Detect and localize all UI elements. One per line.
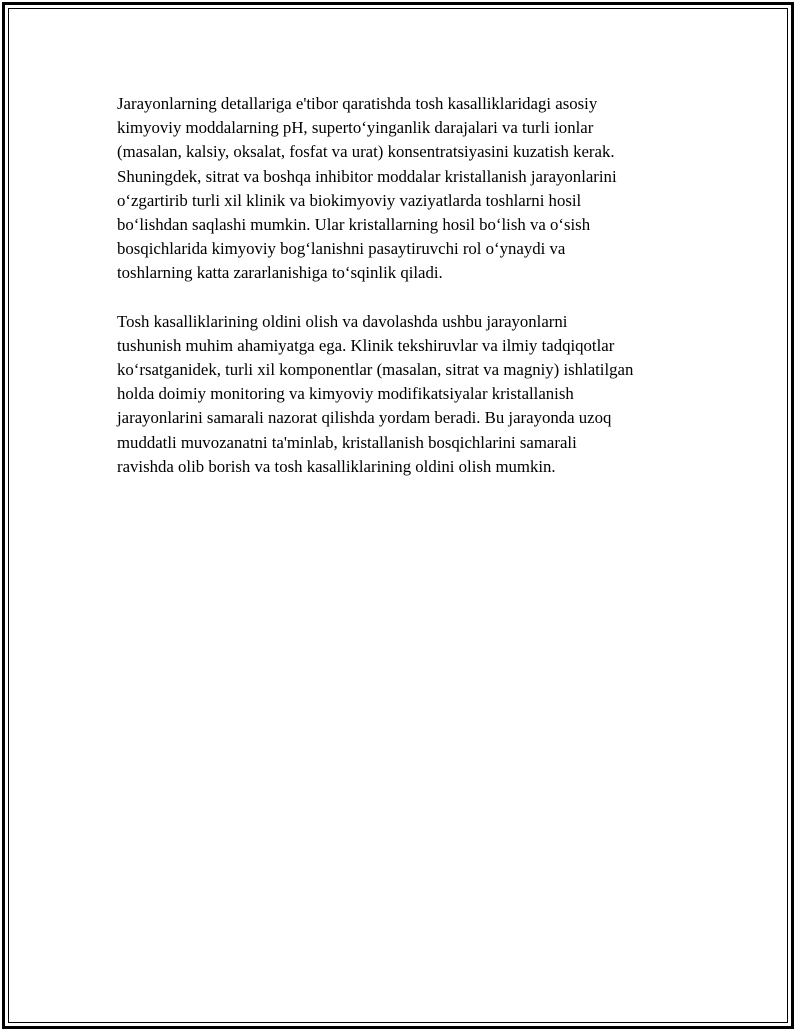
text-line: ravishda olib borish va tosh kasalliklarining oldini olish mumkin. bbox=[117, 456, 556, 476]
text-line: jarayonlarini samarali nazorat qilishda yordam beradi. Bu jarayonda uzoq bbox=[117, 408, 612, 428]
text-line: muddatli muvozanatni ta'minlab, kristallanish bosqichlarini samarali bbox=[117, 432, 577, 452]
text-line: bosqichlarida kimyoviy bog‘lanishni pasaytiruvchi rol o‘ynaydi va bbox=[117, 239, 566, 259]
text-line: (masalan, kalsiy, oksalat, fosfat va urat) konsentratsiyasini kuzatish kerak. bbox=[117, 142, 615, 162]
text-line: toshlarning katta zararlanishiga to‘sqinlik qiladi. bbox=[117, 263, 443, 283]
paragraph-1 bbox=[117, 92, 697, 286]
paragraph-2 bbox=[117, 310, 697, 479]
text-line: ko‘rsatganidek, turli xil komponentlar (masalan, sitrat va magniy) ishlatilgan bbox=[117, 360, 634, 380]
text-line: bo‘lishdan saqlashi mumkin. Ular kristallarning hosil bo‘lish va o‘sish bbox=[117, 215, 591, 235]
text-line: o‘zgartirib turli xil klinik va biokimyoviy vaziyatlarda toshlarni hosil bbox=[117, 190, 582, 210]
text-line: holda doimiy monitoring va kimyoviy modifikatsiyalar kristallanish bbox=[117, 384, 574, 404]
document-body bbox=[117, 92, 697, 503]
text-line: tushunish muhim ahamiyatga ega. Klinik tekshiruvlar va ilmiy tadqiqotlar bbox=[117, 335, 615, 355]
text-line: Shuningdek, sitrat va boshqa inhibitor moddalar kristallanish jarayonlarini bbox=[117, 166, 617, 186]
text-line: Tosh kasalliklarining oldini olish va davolashda ushbu jarayonlarni bbox=[117, 311, 568, 331]
text-line: kimyoviy moddalarning pH, superto‘yinganlik darajalari va turli ionlar bbox=[117, 118, 594, 138]
text-line: Jarayonlarning detallariga e'tibor qaratishda tosh kasalliklaridagi asosiy bbox=[117, 94, 598, 113]
